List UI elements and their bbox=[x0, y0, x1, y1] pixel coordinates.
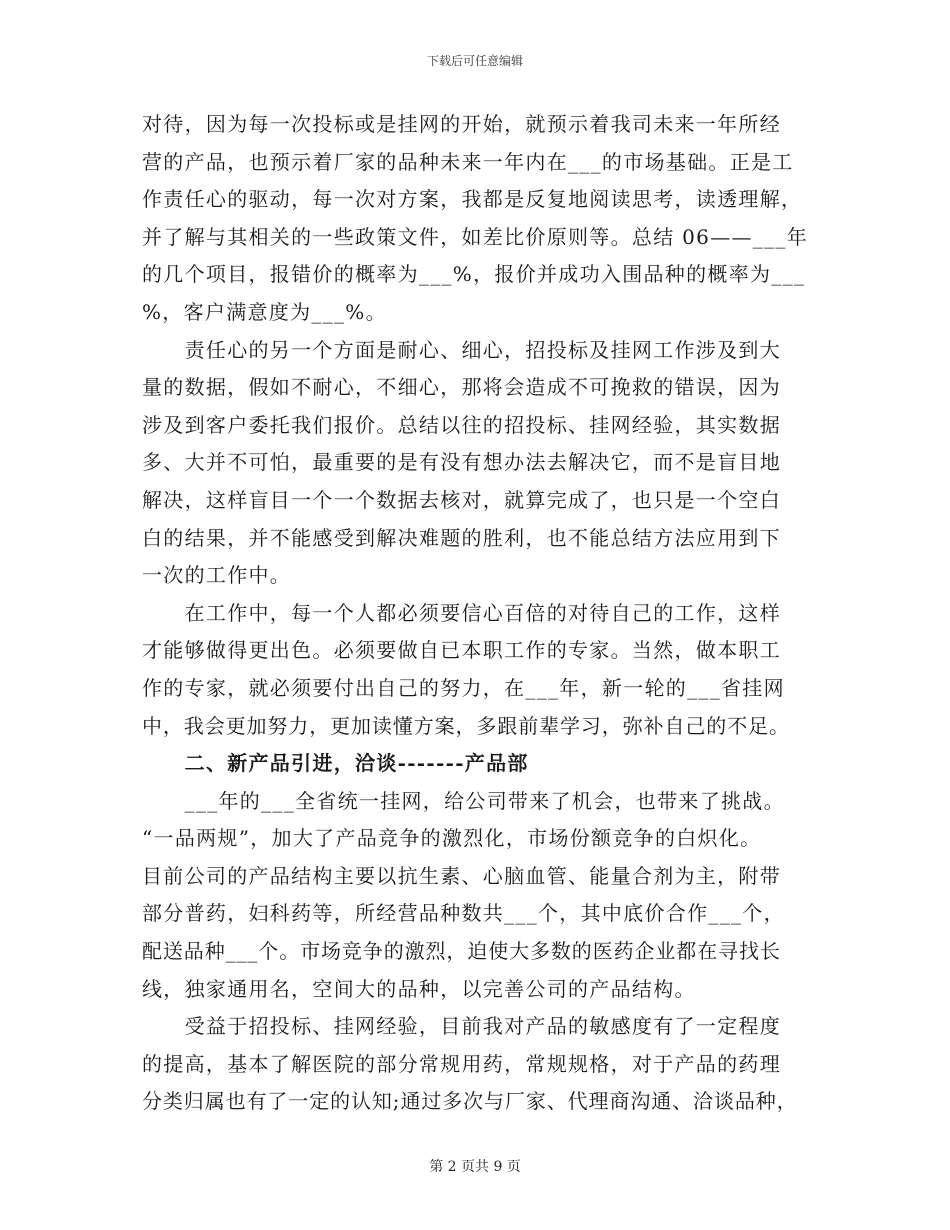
text-line: 配送品种___个。市场竞争的激烈，迫使大多数的医药企业都在寻找长 bbox=[142, 939, 781, 964]
text-line: 营的产品，也预示着厂家的品种未来一年内在___的市场基础。正是工 bbox=[142, 149, 794, 174]
text-line: 作的专家，就必须要付出自己的努力，在___年，新一轮的___省挂网 bbox=[142, 675, 785, 700]
text-line: 的提高，基本了解医院的部分常规用药，常规规格，对于产品的药理 bbox=[142, 1051, 781, 1076]
text-line: 线，独家通用名，空间大的品种，以完善公司的产品结构。 bbox=[142, 976, 696, 1001]
text-line: 白的结果，并不能感受到解决难题的胜利，也不能总结方法应用到下 bbox=[142, 525, 781, 550]
text-line: 作责任心的驱动，每一次对方案，我都是反复地阅读思考，读透理解， bbox=[142, 187, 803, 212]
text-line: “一品两规”，加大了产品竞争的激烈化，市场份额竞争的白炽化。 bbox=[142, 826, 762, 851]
text-line: 分类归属也有了一定的认知;通过多次与厂家、代理商沟通、洽谈品种， bbox=[142, 1089, 798, 1114]
text-line: 受益于招投标、挂网经验，目前我对产品的敏感度有了一定程度 bbox=[142, 1014, 781, 1039]
text-line: 涉及到客户委托我们报价。总结以往的招投标、挂网经验，其实数据 bbox=[142, 412, 781, 437]
text-line: ___年的___全省统一挂网，给公司带来了机会，也带来了挑战。 bbox=[142, 788, 785, 813]
text-line: 目前公司的产品结构主要以抗生素、心脑血管、能量合剂为主，附带 bbox=[142, 863, 781, 888]
document-body bbox=[142, 106, 814, 1121]
text-line: %，客户满意度为___%。 bbox=[142, 299, 387, 324]
text-line: 多、大并不可怕，最重要的是有没有想办法去解决它，而不是盲目地 bbox=[142, 450, 781, 475]
text-line: 对待，因为每一次投标或是挂网的开始，就预示着我司未来一年所经 bbox=[142, 112, 781, 136]
text-line: 中，我会更加努力，更加读懂方案，多跟前辈学习，弥补自己的不足。 bbox=[142, 713, 790, 738]
text-line: 部分普药，妇科药等，所经营品种数共___个，其中底价合作___个， bbox=[142, 901, 785, 926]
text-line: 并了解与其相关的一些政策文件，如差比价原则等。总结 06——___年 bbox=[142, 224, 809, 249]
text-line: 量的数据，假如不耐心，不细心，那将会造成不可挽救的错误，因为 bbox=[142, 375, 781, 400]
text-line: 的几个项目，报错价的概率为___%，报价并成功入围品种的概率为___ bbox=[142, 262, 806, 287]
text-line: 才能够做得更出色。必须要做自已本职工作的专家。当然，做本职工 bbox=[142, 638, 781, 663]
text-line: 解决，这样盲目一个一个数据去核对，就算完成了，也只是一个空白 bbox=[142, 487, 781, 512]
section-heading: 二、新产品引进，洽谈-------产品部 bbox=[142, 751, 529, 776]
page-footer: 第 2 页共 9 页 bbox=[429, 1159, 521, 1175]
text-line: 一次的工作中。 bbox=[142, 563, 292, 588]
text-line: 在工作中，每一个人都必须要信心百倍的对待自己的工作，这样 bbox=[142, 600, 781, 625]
text-line: 责任心的另一个方面是耐心、细心，招投标及挂网工作涉及到大 bbox=[142, 337, 781, 362]
page-header: 下载后可任意编辑 bbox=[426, 54, 523, 68]
